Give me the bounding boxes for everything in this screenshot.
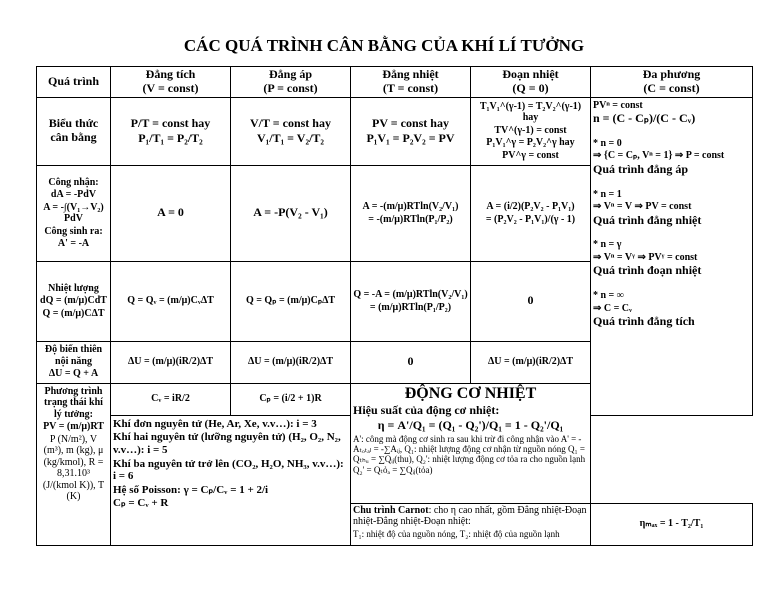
page-title: CÁC QUÁ TRÌNH CÂN BẰNG CỦA KHÍ LÍ TƯỞNG [183, 36, 585, 55]
efficiency-equation: η = A'/Q₁ = (Q₁ - Q₂')/Q₁ = 1 - Q₂'/Q₁ [377, 417, 564, 432]
thermo-table [36, 66, 753, 546]
carnot-efficiency: ηₘₐₓ = 1 - T₂/T₁ [591, 503, 753, 545]
energy-isochoric: ΔU = (m/μ)(iR/2)ΔT [111, 341, 231, 383]
work-isobaric: A = -P(V₂ - V₁) [231, 165, 351, 261]
header-polytropic: Đa phương (C = const) [591, 67, 753, 98]
header-row [37, 67, 753, 98]
state-isobaric: Cₚ = (i/2 + 1)R [231, 383, 351, 415]
work-isothermal: A = -(m/μ)RTln(V₂/V₁) = -(m/μ)RTln(P₁/P₂) [351, 165, 471, 261]
engine-heading: ĐỘNG CƠ NHIỆT [404, 384, 537, 402]
heat-adiabatic: 0 [471, 261, 591, 341]
balance-isothermal: PV = const hay P₁V₁ = P₂V₂ = PV [351, 97, 471, 165]
state-label: Phương trình trạng thái khí lý tưởng: PV = (m/μ)RT P (N/m²), V (m³), m (kg), μ (kg/kmol), R = 8,31.10³ (J/(kmol K)), T (K) [37, 383, 111, 545]
state-isochoric: Cᵥ = iR/2 [111, 383, 231, 415]
poly-eq-2: n = (C - Cₚ)/(C - Cᵥ) [593, 111, 696, 126]
energy-adiabatic: ΔU = (m/μ)(iR/2)ΔT [471, 341, 591, 383]
balance-row [37, 97, 753, 165]
balance-adiabatic: T₁V₁^(γ-1) = T₂V₂^(γ-1) hay TV^(γ-1) = const P₁V₁^γ = P₂V₂^γ hay PV^γ = const [471, 97, 591, 165]
energy-label: Độ biến thiên nội năng ΔU = Q + A [37, 341, 111, 383]
energy-isothermal: 0 [351, 341, 471, 383]
balance-label: Biểu thức cân bằng [37, 97, 111, 165]
header-adiabatic: Đoạn nhiệt (Q = 0) [471, 67, 591, 98]
heat-engine-box [351, 383, 591, 503]
carnot-box: Chu trình Carnot: cho η cao nhất, gồm Đẳng nhiệt-Đoạn nhiệt-Đẳng nhiệt-Đoạn nhiệt: T₁: nhiệt độ của nguồn nóng, T₂: nhiệt độ của nguồn lạnh [351, 503, 591, 545]
header-process: Quá trình [37, 67, 111, 98]
header-isobaric: Đẳng áp (P = const) [231, 67, 351, 98]
balance-isochoric: P/T = const hay P₁/T₁ = P₂/T₂ [111, 97, 231, 165]
header-isothermal: Đẳng nhiệt (T = const) [351, 67, 471, 98]
work-label: Công nhận: dA = -PdV A = -∫(V₁→V₂) PdV Công sinh ra: A' = -A [37, 165, 111, 261]
molecule-box: Khí đơn nguyên tử (He, Ar, Xe, v.v…): i = 3 Khí hai nguyên tử (lưỡng nguyên tử) (H₂, O₂, N₂, v.v…): i = 5 Khí ba nguyên tử trở lên (CO₂, H₂O, NH₃, v.v…): i = 6 Hệ số Poisson: γ = Cₚ/Cᵥ = 1 + 2/i Cₚ = Cᵥ + R [111, 415, 351, 545]
poly-eq-1: PVⁿ = const [593, 99, 643, 111]
heat-isochoric: Q = Qᵥ = (m/μ)CᵥΔT [111, 261, 231, 341]
efficiency-note: A': công mà động cơ sinh ra sau khi trừ đi công nhận vào A' = -Aₜₒₜₐₗ = -∑Aᵢⱼ, Q₁: nhiệt lượng động cơ nhận từ nguồn nóng Q₁ = Qₜₕᵤ = ∑Qᵢⱼ(thu), Q₂': nhiệt lượng động cơ tỏa ra cho nguồn lạnh Q₂' = Qₜỏₐ = ∑Qᵢⱼ(tỏa) [353, 433, 586, 475]
balance-isobaric: V/T = const hay V₁/T₁ = V₂/T₂ [231, 97, 351, 165]
heat-isobaric: Q = Qₚ = (m/μ)CₚΔT [231, 261, 351, 341]
heat-label: Nhiệt lượng dQ = (m/μ)CdT Q = (m/μ)CΔT [37, 261, 111, 341]
work-isochoric: A = 0 [111, 165, 231, 261]
header-isochoric: Đẳng tích (V = const) [111, 67, 231, 98]
energy-isobaric: ΔU = (m/μ)(iR/2)ΔT [231, 341, 351, 383]
work-adiabatic: A = (i/2)(P₂V₂ - P₁V₁) = (P₂V₂ - P₁V₁)/(γ - 1) [471, 165, 591, 261]
heat-isothermal: Q = -A = (m/μ)RTln(V₂/V₁) = (m/μ)RTln(P₁/P₂) [351, 261, 471, 341]
polytropic-column: PVⁿ = const n = (C - Cₚ)/(C - Cᵥ) * n = 0 ⇒ {C = Cₚ, Vⁿ = 1} ⇒ P = const Quá trình đẳng áp * n = 1 ⇒ Vⁿ = V ⇒ PV = const Quá trình đẳng nhiệt * n = γ ⇒ Vⁿ = Vᵞ ⇒ PVᵞ = const Quá trình đoạn nhiệt * n = ∞ ⇒ C = Cᵥ Quá trình đẳng tích [591, 97, 753, 415]
efficiency-label: Hiệu suất của động cơ nhiệt: [353, 402, 500, 417]
